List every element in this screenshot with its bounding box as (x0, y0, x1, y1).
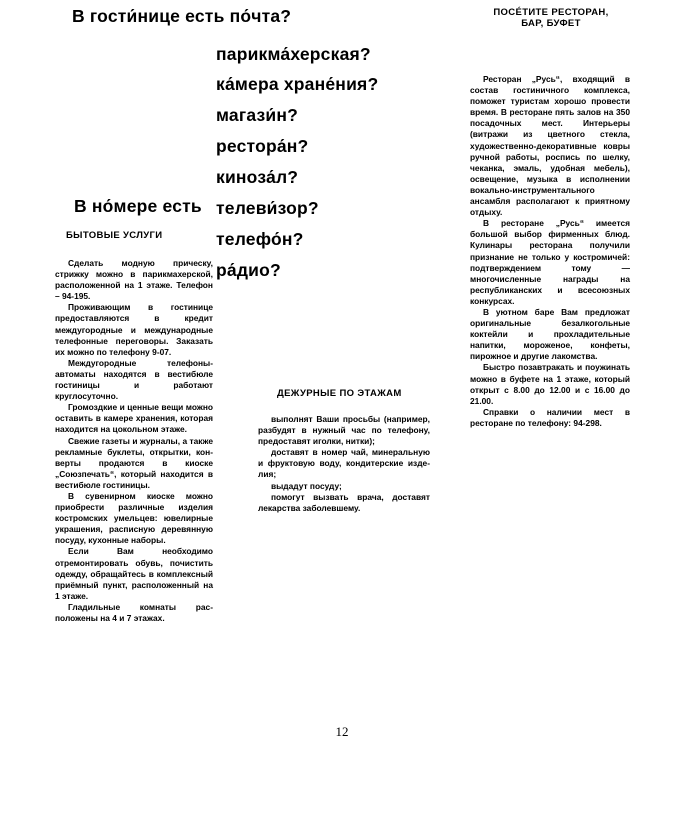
question-item-radio: ра́дио? (216, 260, 281, 280)
paragraph: помогут вызвать врача, доставят лекарства заболевшему. (258, 491, 430, 513)
middle-column-body (258, 414, 430, 514)
middle-column-title: ДЕЖУРНЫЕ ПО ЭТАЖАМ (277, 388, 402, 399)
left-column-title: БЫТОВЫЕ УСЛУГИ (66, 230, 163, 241)
paragraph: Громоздкие и ценные вещи можно оставить в камере хранения, которая находится на цокольном этаже. (55, 402, 213, 435)
question-heading-secondary: В но́мере есть (74, 196, 202, 216)
question-item-telephone: телефо́н? (216, 229, 304, 249)
paragraph: Если Вам необходимо отремонтировать обувь, почистить одежду, обращайтесь в комплексный приёмный пункт, расположенный на 1 этаже. (55, 546, 213, 601)
paragraph: Междугородные телефоны-автоматы находятся в вестибюле гостиницы и работают круглосуточно. (55, 357, 213, 402)
right-column-title (470, 8, 632, 30)
paragraph: В уютном баре Вам предложат оригинальные безалкогольные коктейли и прохладительные напитки, мороженое, конфеты, пирожное и другие лакомства. (470, 306, 630, 362)
question-item-television: телеви́зор? (216, 198, 319, 218)
right-column-body (470, 74, 630, 429)
paragraph: В ресторане „Русь“ имеется большой выбор фирменных блюд. Кулинары ресторана получили признание не только у костромичей: подтверждением тому — многочисленные награды на республиканских и всесоюзных конкурсах. (470, 218, 630, 306)
paragraph: Свежие газеты и журналы, а также рекламные буклеты, открытки, конверты продаются в киоске „Союзпечать“, который находится в вестибюле гостиницы. (55, 435, 213, 490)
page-number: 12 (335, 724, 349, 739)
paragraph: доставят в номер чай, минеральную и фруктовую воду, кондитерские изделия; (258, 447, 430, 480)
question-item-cinema-hall: киноза́л? (216, 167, 299, 187)
question-heading-main: В гости́нице есть по́чта? (72, 6, 292, 26)
paragraph: Гладильные комнаты расположены на 4 и 7 этажах. (55, 601, 213, 623)
paragraph: Быстро позавтракать и поужинать можно в буфете на 1 этаже, который открыт с 8.00 до 12.00 и с 16.00 до 21.00. (470, 362, 630, 406)
question-item-luggage-room: ка́мера хране́ния? (216, 74, 379, 94)
left-column-body (55, 258, 213, 624)
paragraph: В сувенирном киоске можно приобрести различные изделия костромских умельцев: ювелирные украшения, расписную деревянную посуду, кухонные наборы. (55, 490, 213, 546)
question-item-hairdresser: парикма́херская? (216, 44, 371, 64)
question-item-shop: магази́н? (216, 105, 298, 125)
paragraph: Сделать модную прическу, стрижку можно в парикмахерской, расположенной на 1 этаже. Телефон – 94-195. (55, 258, 213, 302)
right-column-title-line1: ПОСЕ́ТИТЕ РЕСТОРАН, (493, 7, 609, 18)
paragraph: выполнят Ваши просьбы (например, разбудят в нужный час по телефону, предоставят иголки, нитки); (258, 414, 430, 447)
paragraph: Проживающим в гостинице предоставляются в кредит междугородные и международные телефонные переговоры. Заказать их можно по телефону 9-07. (55, 302, 213, 357)
right-column-title-line2: БАР, БУФЕТ (521, 17, 581, 29)
paragraph: выдадут посуду; (271, 480, 342, 491)
question-item-restaurant: рестора́н? (216, 136, 309, 156)
paragraph: Справки о наличии мест в ресторане по телефону: 94-298. (470, 406, 630, 428)
paragraph: Ресторан „Русь“, входящий в состав гостиничного комплекса, поможет туристам хорошо провести время. В ресторане пять залов на 350 посадочных мест. Интерьеры (витражи из цветного стекла, художественно-декоративные ковры ручной работы, роспись по шелку, чеканка, эмаль, удобная мебель), освещение, музыка в исполнении вокально-инструментального ансамбля располагают к приятному отдыху. (470, 74, 630, 218)
